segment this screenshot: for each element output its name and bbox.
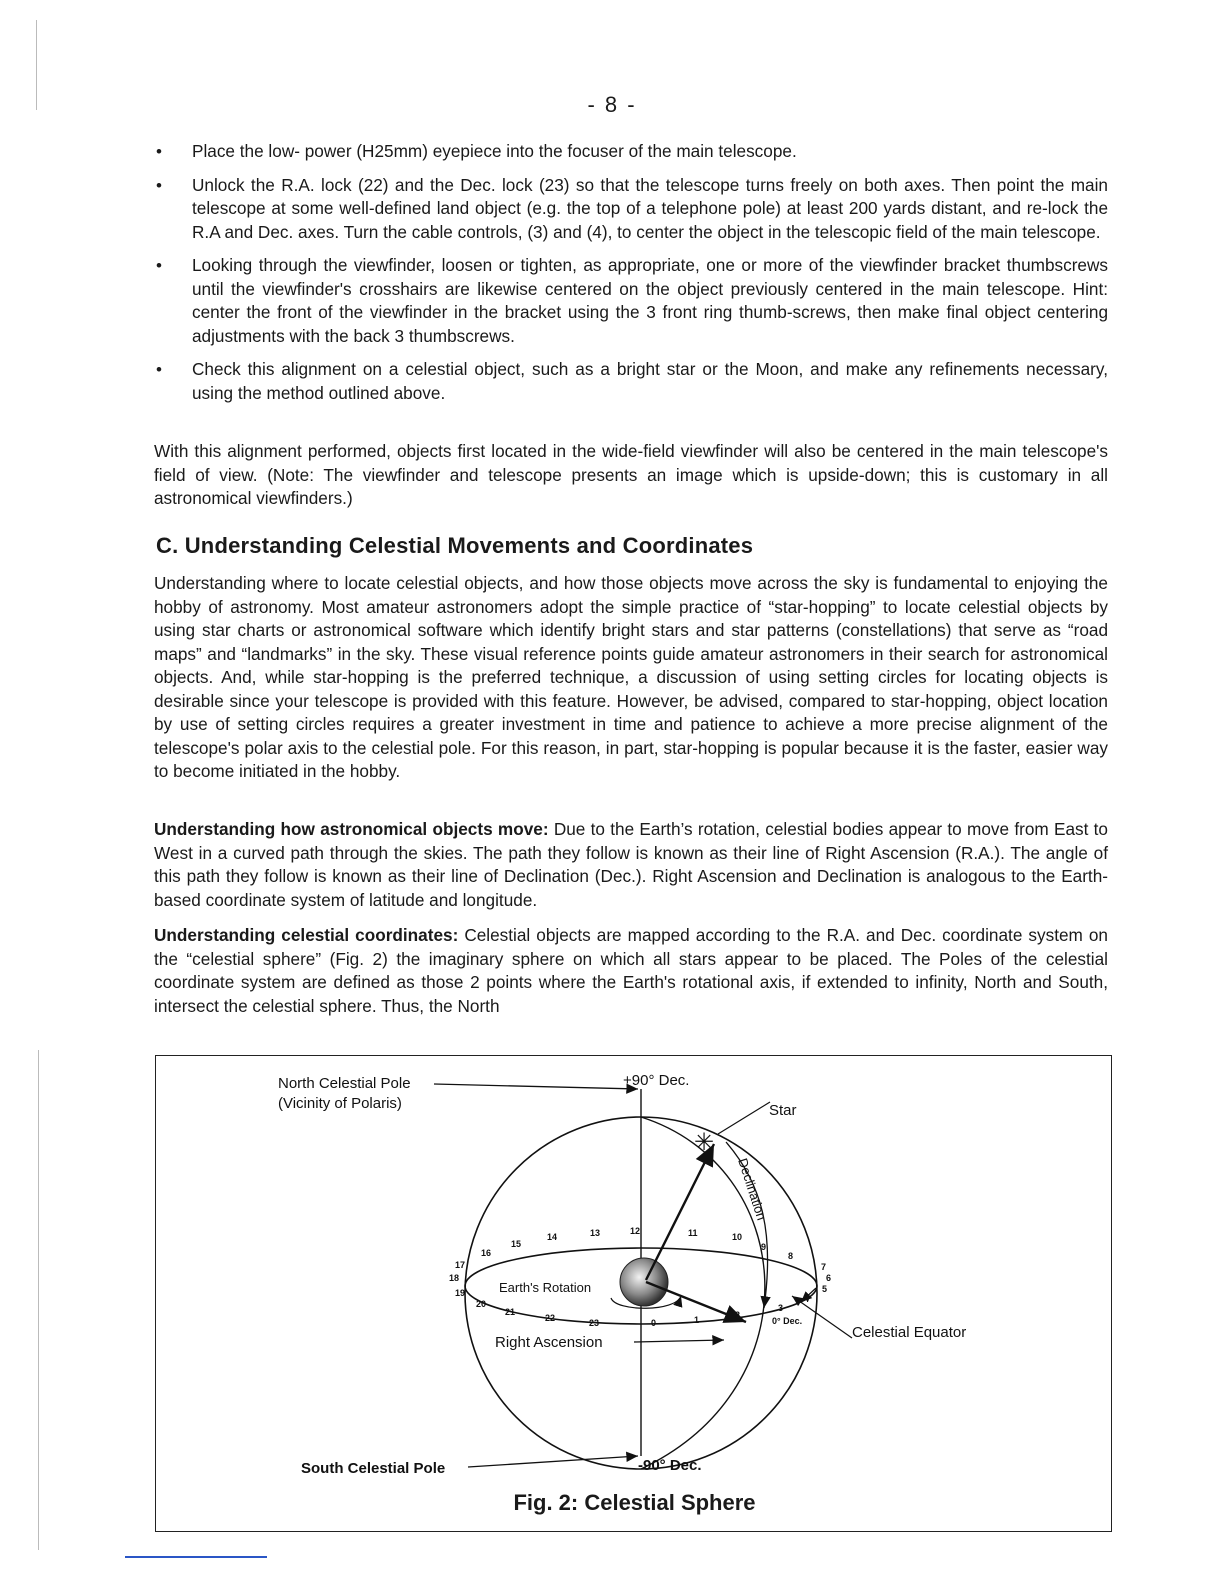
hour-mark: 1 [694,1315,700,1325]
plus90-label: +90° Dec. [623,1072,690,1089]
hour-mark: 5 [822,1284,828,1294]
hour-mark: 16 [481,1248,492,1258]
star-leader [718,1102,770,1134]
south-pole-leader [468,1456,638,1467]
instruction-list [154,140,1108,415]
ra-arrow [634,1340,724,1342]
earth-rotation-label: Earth's Rotation [499,1280,592,1295]
celestial-sphere-diagram [156,1056,1113,1533]
hour-mark: 14 [547,1232,558,1242]
hour-mark: 21 [505,1307,516,1317]
page-number: - 8 - [587,92,637,117]
intro-paragraph: Understanding where to locate celestial objects, and how those objects move across the sky is fundamental to enjoying the hobby of astronomy. Most amateur astronomers adopt the simple practice of “star-hopping” to locate celestial objects by using star charts or astronomical software which identify bright stars and star patterns (constellations) that serve as “road maps” and “landmarks” in the sky. These visual reference points guide amateur astronomers in their search for astronomical objects. And, while star-hopping is the preferred technique, a discussion of using setting circles for locating objects is desirable since your telescope is provided with this feature. However, be advised, compared to star-hopping, object location by use of setting circles requires a greater investment in time and patience to achieve a more precise alignment of the telescope's polar axis to the celestial pole. For this reason, in part, star-hopping is popular because it is the faster, easier way to become initiated in the hobby. [154,573,1108,781]
section-heading: C. Understanding Celestial Movements and Coordinates [156,533,754,558]
hour-mark: 15 [511,1239,522,1249]
earth-globe [620,1258,668,1306]
movement-lead: Understanding how astronomical objects move: [154,819,549,839]
star-icon: ✳ [693,1129,715,1156]
hour-mark: 10 [732,1232,743,1242]
list-item: • Check this alignment on a celestial object, such as a bright star or the Moon, and make any refinements necessary, using the method outlined above. [154,358,1108,405]
south-pole-label: South Celestial Pole [301,1460,446,1477]
north-pole-label: North Celestial Pole [278,1075,411,1092]
hour-mark: 4 [804,1294,810,1304]
alignment-paragraph: With this alignment performed, objects first located in the wide-field viewfinder will also be centered in the main telescope's field of view. (Note: The viewfinder and telescope presents an image which is upside-down; this is customary in all astronomical viewfinders.) [154,441,1108,508]
north-pole-sublabel: (Vicinity of Polaris) [278,1095,402,1112]
footer-rule [125,1556,267,1558]
star-direction-line [646,1144,714,1280]
celestial-sphere-figure [155,1055,1112,1532]
hour-mark: 3 [778,1303,784,1313]
coordinates-lead: Understanding celestial coordinates: [154,925,459,945]
coordinates-text: Celestial objects are mapped according to the R.A. and Dec. coordinate system on the “celestial sphere” (Fig. 2) the imaginary sphere on which all stars appear to be placed. The Poles of the celestial coordinate system are defined as those 2 points where the Earth's rotational axis, if extended to infinity, North and South, intersect the celestial sphere. Thus, the North [154,925,1108,1016]
hour-mark: 22 [545,1313,556,1323]
hour-mark: 23 [589,1318,600,1328]
celestial-equator-label: Celestial Equator [852,1324,967,1341]
figure-caption: Fig. 2: Celestial Sphere [513,1490,756,1515]
hour-mark: 20 [476,1299,487,1309]
scan-edge-left-lower [38,1050,39,1550]
coordinates-paragraph [154,924,1108,1018]
hour-mark: 2 [735,1310,741,1320]
list-item: • Place the low- power (H25mm) eyepiece into the focuser of the main telescope. [154,140,1108,164]
hour-mark: 18 [449,1273,460,1283]
north-pole-leader [434,1084,638,1089]
hour-mark: 17 [455,1260,466,1270]
hour-mark: 12 [630,1226,641,1236]
movement-text: Due to the Earth’s rotation, celestial bodies appear to move from East to West in a curved path through the skies. The path they follow is known as their line of Right Ascension (R.A.). The angle of this path they follow is known as their line of Declination (Dec.). Right Ascension and Declination is analogous to the Earth-based coordinate system of latitude and longitude. [154,819,1108,910]
zero-dec-label: 0° Dec. [772,1316,803,1326]
hour-mark: 8 [788,1251,794,1261]
hour-mark: 11 [688,1228,698,1238]
declination-label: Declination [735,1156,770,1223]
star-label: Star [769,1102,797,1119]
right-ascension-label: Right Ascension [495,1334,603,1351]
hour-mark: 9 [761,1242,767,1252]
hour-mark: 7 [821,1262,827,1272]
hour-mark: 6 [826,1273,832,1283]
hour-mark: 13 [590,1228,601,1238]
movement-paragraph [154,818,1108,912]
list-item: • Unlock the R.A. lock (22) and the Dec. lock (23) so that the telescope turns freely on both axes. Then point the main telescope at some well-defined land object (e.g. the top of a telephone pole) at least 200 yards distant, and re-lock the R.A and Dec. axes. Turn the cable controls, (3) and (4), to center the object in the telescopic field of the main telescope. [154,174,1108,245]
minus90-label: -90° Dec. [638,1457,702,1474]
list-item: • Looking through the viewfinder, loosen or tighten, as appropriate, one or more of the viewfinder bracket thumbscrews until the viewfinder's crosshairs are likewise centered on the object previously centered in the main telescope. Hint: center the front of the viewfinder in the bracket using the 3 front ring thumb-screws, then make final object centering adjustments with the back 3 thumbscrews. [154,254,1108,348]
hour-mark: 0 [651,1318,657,1328]
hour-mark: 19 [455,1288,466,1298]
